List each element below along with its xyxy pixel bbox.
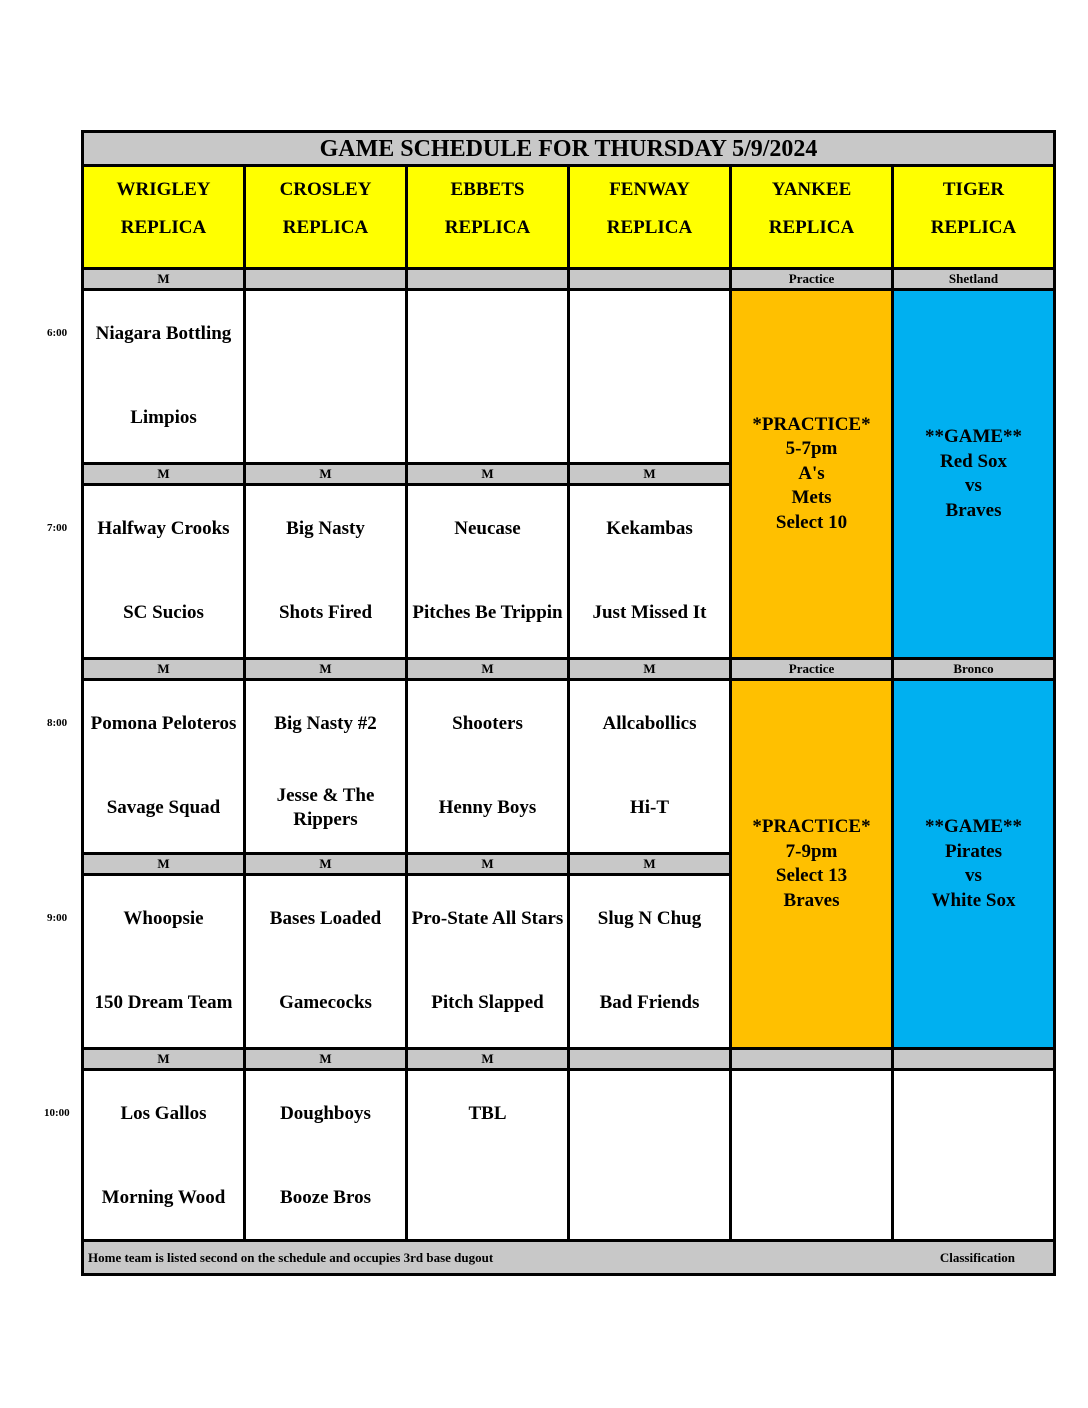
away-team: TBL (468, 1103, 507, 1124)
home-team: Henny Boys (438, 797, 537, 818)
away-team: Whoopsie (123, 908, 204, 929)
field-header (894, 167, 1053, 267)
field-header (84, 167, 246, 267)
game-cell (246, 681, 408, 852)
home-team: Pitches Be Trippin (412, 602, 563, 623)
home-team: Limpios (130, 407, 197, 428)
game-cell (570, 681, 732, 852)
game-block (894, 681, 1053, 1047)
game-cell (84, 876, 246, 1047)
away-team: Halfway Crooks (97, 518, 230, 539)
away-team (732, 1079, 891, 1149)
away-team (408, 299, 567, 369)
class-label: M (408, 1047, 570, 1071)
block-line: vs (965, 475, 982, 496)
field-subtitle: REPLICA (930, 217, 1017, 238)
home-team: Shots Fired (278, 602, 373, 623)
away-team: Bases Loaded (269, 908, 382, 929)
block-line: 5-7pm (785, 438, 838, 460)
game-cell (246, 876, 408, 1047)
home-team (246, 383, 405, 453)
home-team: SC Sucios (123, 602, 204, 623)
field-header (570, 167, 732, 267)
game-cell (570, 876, 732, 1047)
block-line: *PRACTICE* (752, 413, 871, 435)
field-subtitle: REPLICA (768, 217, 855, 238)
class-label: M (84, 267, 246, 291)
game-cell (246, 486, 408, 657)
home-team (408, 1163, 567, 1233)
home-team (894, 1163, 1053, 1233)
home-team: Jesse & The Rippers (276, 785, 375, 830)
block-line: Select 13 (775, 865, 848, 886)
class-label (732, 1047, 894, 1071)
home-team: Gamecocks (279, 992, 372, 1013)
block-line: vs (965, 865, 982, 886)
game-cell (408, 291, 570, 462)
away-team: Shooters (452, 713, 523, 734)
game-cell (84, 486, 246, 657)
class-label: M (408, 657, 570, 681)
away-team: Pomona Peloteros (90, 713, 237, 734)
field-header (732, 167, 894, 267)
time-label: 7:00 (47, 522, 68, 534)
away-team: Big Nasty #2 (274, 713, 377, 734)
game-cell (246, 1071, 408, 1242)
away-team: Kekambas (606, 518, 693, 539)
field-subtitle: REPLICA (606, 217, 693, 238)
field-subtitle: REPLICA (444, 217, 531, 238)
class-label: M (84, 462, 246, 486)
away-team (894, 1079, 1053, 1149)
block-line: Braves (783, 889, 840, 911)
field-name: EBBETS (450, 179, 525, 200)
page-title: GAME SCHEDULE FOR THURSDAY 5/9/2024 (84, 133, 1053, 167)
home-team: Just Missed It (592, 602, 707, 623)
class-label: M (408, 852, 570, 876)
home-team (732, 1163, 891, 1233)
block-line: Braves (945, 499, 1002, 521)
class-label: M (84, 1047, 246, 1071)
game-cell (570, 486, 732, 657)
game-cell (570, 1071, 732, 1242)
field-subtitle: REPLICA (282, 217, 369, 238)
block-line: Mets (791, 487, 832, 509)
footer-row (84, 1239, 1053, 1273)
class-label: M (570, 852, 732, 876)
home-team: 150 Dream Team (94, 992, 233, 1013)
class-label: Practice (732, 267, 894, 291)
block-line: Select 10 (775, 511, 848, 533)
class-label: M (84, 657, 246, 681)
block-line: *PRACTICE* (752, 816, 871, 837)
field-name: FENWAY (609, 179, 690, 200)
field-name: YANKEE (771, 179, 852, 200)
home-team: Booze Bros (280, 1187, 371, 1208)
away-team: Los Gallos (120, 1103, 207, 1124)
away-team (570, 1079, 729, 1149)
class-label (570, 267, 732, 291)
class-label: M (570, 462, 732, 486)
home-team: Savage Squad (106, 797, 221, 818)
game-cell (84, 1071, 246, 1242)
class-label: M (246, 852, 408, 876)
home-team: Hi-T (629, 797, 670, 818)
home-team (570, 1163, 729, 1233)
practice-block (732, 681, 894, 1047)
away-team: Big Nasty (286, 518, 365, 539)
class-label (894, 1047, 1053, 1071)
away-team: Pro-State All Stars (411, 908, 564, 929)
time-label: 10:00 (44, 1107, 70, 1119)
time-label: 6:00 (47, 327, 68, 339)
away-team: Slug N Chug (597, 908, 702, 929)
class-label (570, 1047, 732, 1071)
away-team (246, 299, 405, 369)
class-label: M (570, 657, 732, 681)
block-line: A's (798, 462, 825, 484)
schedule-table (81, 130, 1056, 1276)
field-subtitle: REPLICA (120, 217, 207, 238)
game-cell (408, 681, 570, 852)
game-block (894, 291, 1053, 657)
game-cell (570, 291, 732, 462)
field-header (246, 167, 408, 267)
class-label (408, 267, 570, 291)
game-cell (408, 1071, 570, 1242)
class-label: M (246, 1047, 408, 1071)
class-label: Bronco (894, 657, 1053, 681)
game-cell (408, 486, 570, 657)
block-line: 7-9pm (785, 840, 838, 862)
home-team: Morning Wood (101, 1187, 226, 1208)
block-line: White Sox (931, 889, 1016, 911)
game-cell (894, 1071, 1053, 1242)
time-label: 9:00 (47, 912, 68, 924)
footer-classification: Classification (939, 1250, 1015, 1265)
away-team: Doughboys (280, 1103, 371, 1124)
home-team: Bad Friends (599, 992, 700, 1013)
footer-note: Home team is listed second on the schedule and occupies 3rd base dugout (88, 1250, 494, 1265)
class-label (246, 267, 408, 291)
time-label: 8:00 (47, 717, 68, 729)
game-cell (246, 291, 408, 462)
home-team: Pitch Slapped (431, 992, 544, 1013)
field-name: CROSLEY (279, 179, 372, 200)
field-name: WRIGLEY (116, 179, 211, 200)
block-line: Red Sox (939, 450, 1008, 472)
class-label: M (84, 852, 246, 876)
class-label: M (408, 462, 570, 486)
field-header (408, 167, 570, 267)
game-cell (84, 681, 246, 852)
game-cell (732, 1071, 894, 1242)
away-team: Allcabollics (602, 713, 697, 734)
away-team (570, 299, 729, 369)
game-cell (408, 876, 570, 1047)
class-label: Shetland (894, 267, 1053, 291)
field-name: TIGER (942, 179, 1005, 200)
block-line: **GAME** (924, 816, 1023, 837)
class-label: M (246, 657, 408, 681)
away-team: Neucase (454, 518, 521, 539)
home-team (570, 383, 729, 453)
away-team: Niagara Bottling (95, 323, 232, 344)
home-team (408, 383, 567, 453)
class-label: Practice (732, 657, 894, 681)
block-line: Pirates (945, 840, 1002, 862)
game-cell (84, 291, 246, 462)
class-label: M (246, 462, 408, 486)
practice-block (732, 291, 894, 657)
block-line: **GAME** (924, 426, 1023, 447)
